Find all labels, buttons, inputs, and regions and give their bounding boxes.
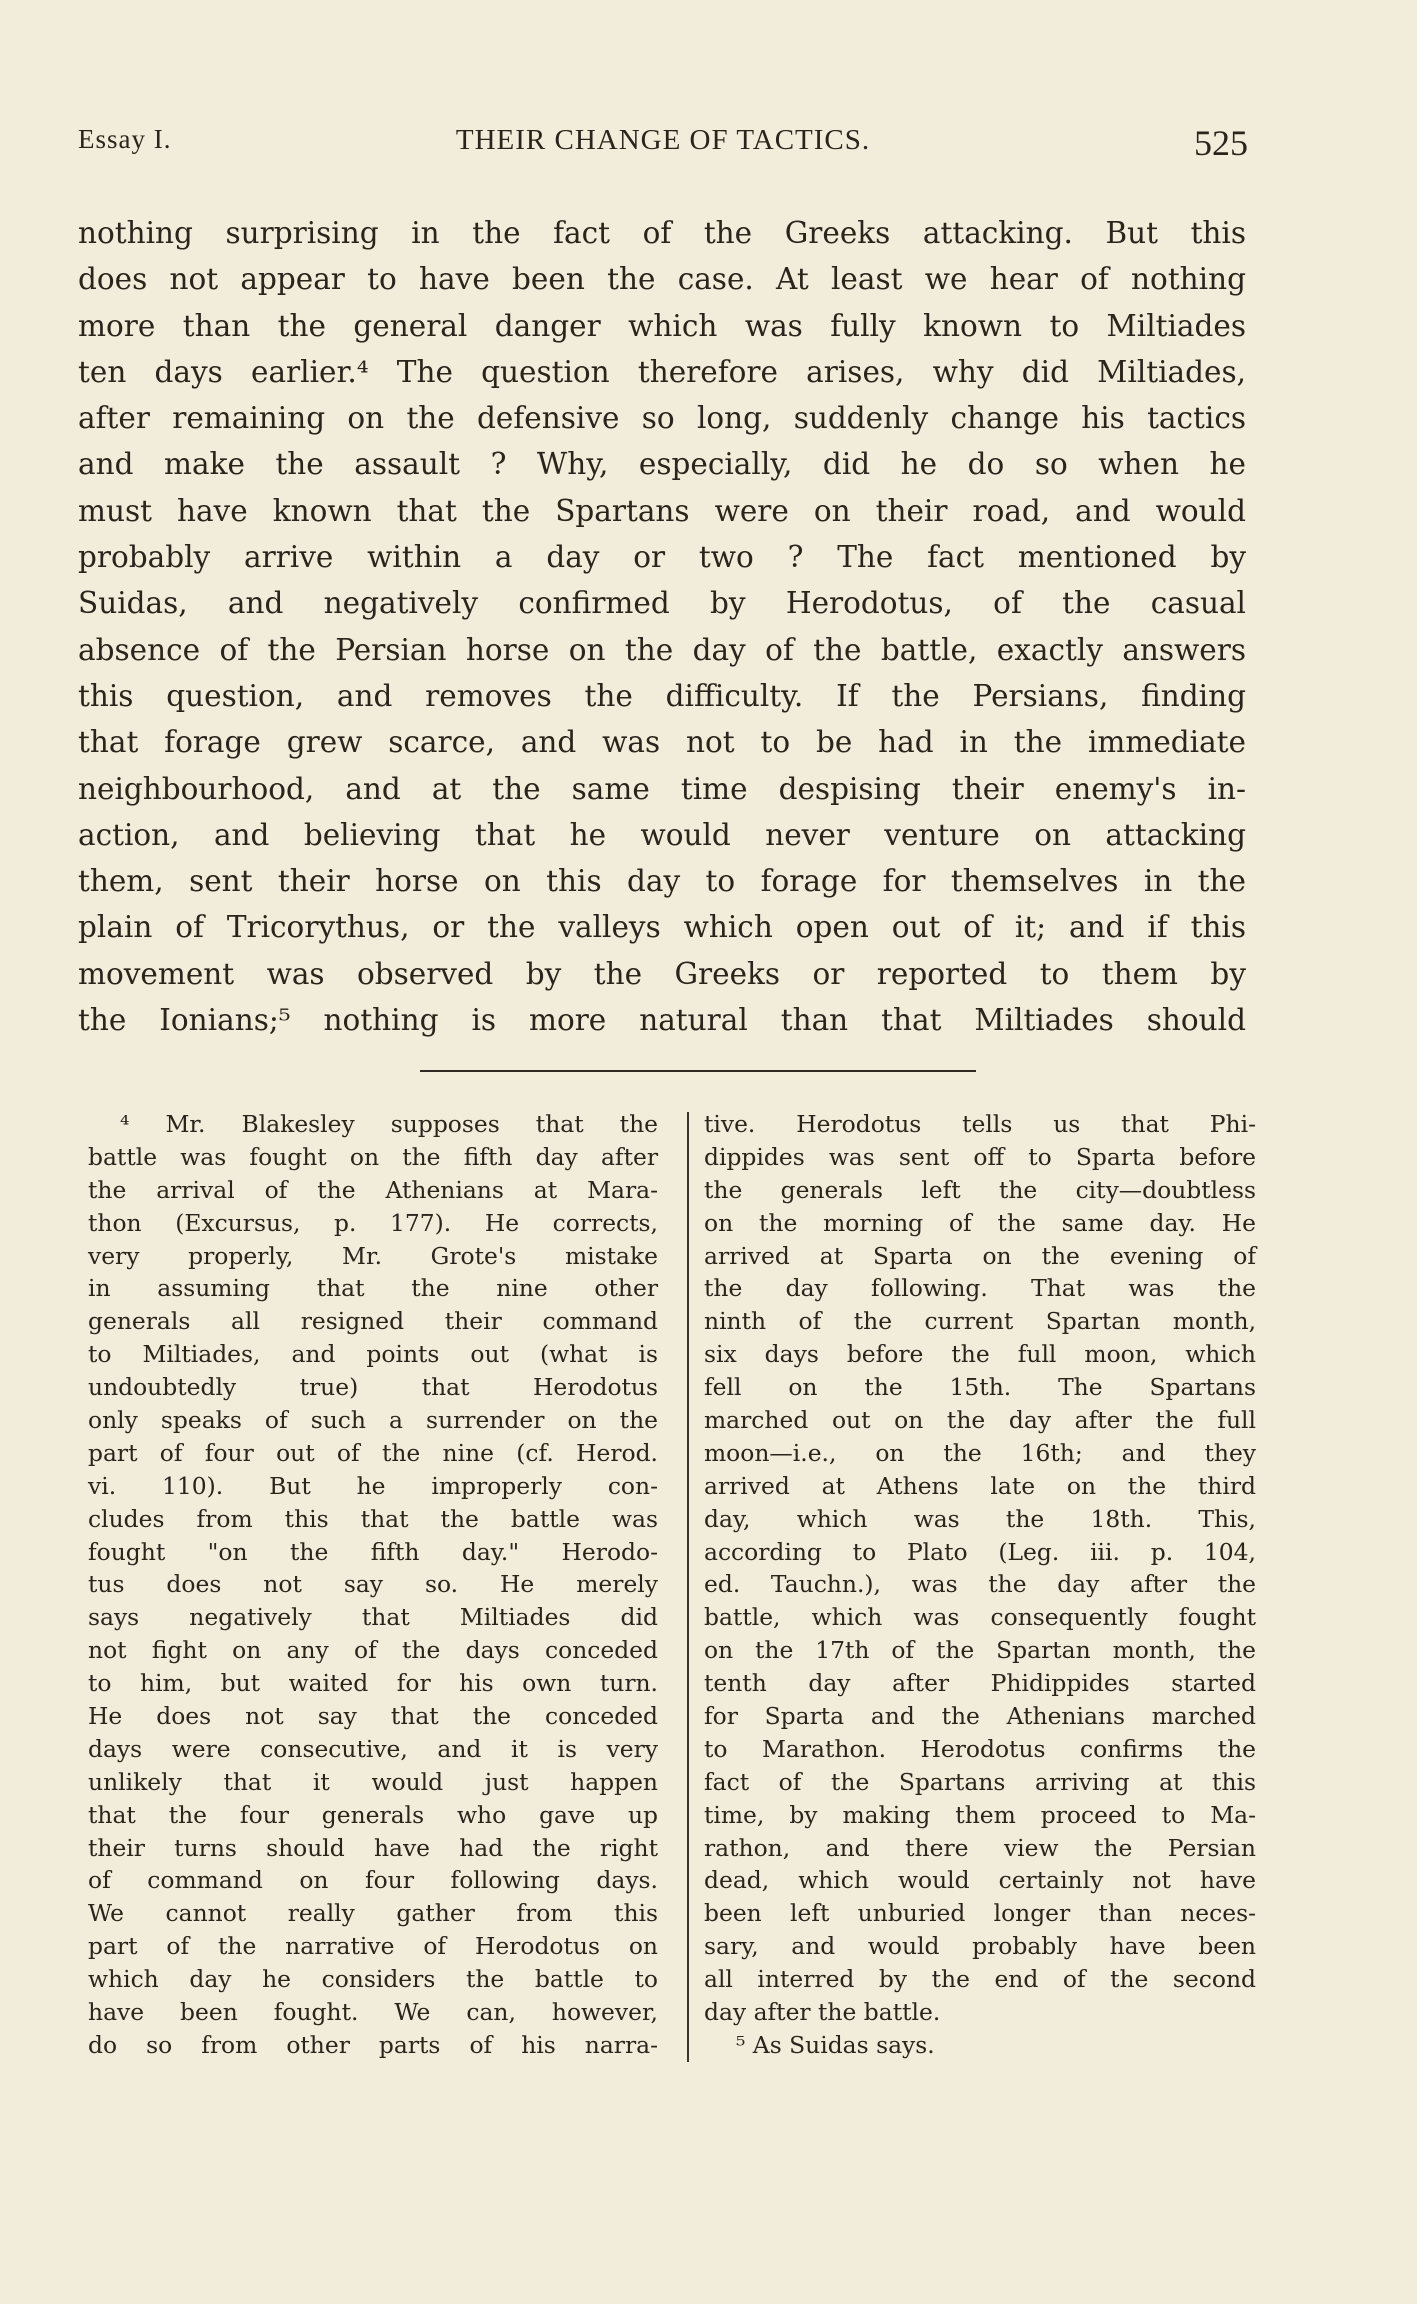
- footnote-line: have been fought. We can, however,: [88, 1998, 658, 2027]
- footnote-line: rathon, and there view the Persian: [704, 1833, 1256, 1862]
- footnote-line: part of the narrative of Herodotus on: [88, 1932, 658, 1961]
- text-line: ten days earlier.⁴ The question therefore arises, why did Miltiades,: [78, 354, 1246, 389]
- footnote-line: to Miltiades, and points out (what is: [88, 1340, 658, 1369]
- footnote-line: been left unburied longer than neces-: [704, 1899, 1256, 1928]
- footnote-line: on the morning of the same day. He: [704, 1208, 1256, 1237]
- footnote-line: moon—i.e., on the 16th; and they: [704, 1438, 1256, 1467]
- footnote-line: tus does not say so. He merely: [88, 1570, 658, 1599]
- text-line: them, sent their horse on this day to forage for themselves in the: [78, 864, 1246, 899]
- footnote-line: vi. 110). But he improperly con-: [88, 1471, 658, 1500]
- footnote-line: sary, and would probably have been: [704, 1932, 1256, 1961]
- text-line: absence of the Persian horse on the day of the battle, exactly answers: [78, 632, 1246, 667]
- footnote-line: battle was fought on the fifth day after: [88, 1142, 658, 1171]
- footnote-line: in assuming that the nine other: [88, 1274, 658, 1303]
- text-line: Suidas, and negatively confirmed by Herodotus, of the casual: [78, 586, 1246, 621]
- footnote-line: to Marathon. Herodotus confirms the: [704, 1734, 1256, 1763]
- footnote-line: marched out on the day after the full: [704, 1406, 1256, 1435]
- footnote-line: of command on four following days.: [88, 1866, 658, 1895]
- footnote-line: not fight on any of the days conceded: [88, 1636, 658, 1665]
- footnote-line: part of four out of the nine (cf. Herod.: [88, 1438, 658, 1467]
- footnote-line: six days before the full moon, which: [704, 1340, 1256, 1369]
- footnote-line: tenth day after Phidippides started: [704, 1669, 1256, 1698]
- text-line: neighbourhood, and at the same time despising their enemy's in-: [78, 771, 1246, 806]
- footnote-line: time, by making them proceed to Ma-: [704, 1800, 1256, 1829]
- footnote-line: He does not say that the conceded: [88, 1702, 658, 1731]
- footnote-line: day after the battle.: [704, 1998, 941, 2027]
- text-line: must have known that the Spartans were on their road, and would: [78, 493, 1246, 528]
- footnote-line: the arrival of the Athenians at Mara-: [88, 1175, 658, 1204]
- footnote-line: the generals left the city—doubtless: [704, 1175, 1256, 1204]
- text-line: the Ionians;⁵ nothing is more natural than that Miltiades should: [78, 1003, 1246, 1038]
- footnote-line: which day he considers the battle to: [88, 1965, 658, 1994]
- footnote-line: fell on the 15th. The Spartans: [704, 1373, 1256, 1402]
- footnote-line: days were consecutive, and it is very: [88, 1734, 658, 1763]
- running-header: [78, 124, 1248, 164]
- footnote-line: day, which was the 18th. This,: [704, 1504, 1256, 1533]
- footnote-line: ⁴ Mr. Blakesley supposes that the: [120, 1110, 658, 1138]
- footnote-line: arrived at Sparta on the evening of: [704, 1241, 1256, 1270]
- text-line: this question, and removes the difficulty. If the Persians, finding: [78, 678, 1246, 713]
- footnote-line: all interred by the end of the second: [704, 1965, 1256, 1994]
- footnote-line: tive. Herodotus tells us that Phi-: [704, 1110, 1256, 1138]
- text-line: more than the general danger which was fully known to Miltiades: [78, 308, 1246, 343]
- footnote-line: unlikely that it would just happen: [88, 1767, 658, 1796]
- footnote-line: that the four generals who gave up: [88, 1800, 658, 1829]
- footnote-line: generals all resigned their command: [88, 1307, 658, 1336]
- footnote-line: thon (Excursus, p. 177). He corrects,: [88, 1208, 658, 1237]
- column-divider: [687, 1112, 689, 2062]
- footnote-line: dippides was sent off to Sparta before: [704, 1142, 1256, 1171]
- running-title: THEIR CHANGE OF TACTICS.: [455, 124, 871, 156]
- footnote-rule: [420, 1070, 976, 1072]
- footnotes-right-column: [704, 1108, 1256, 2062]
- footnote-line: very properly, Mr. Grote's mistake: [88, 1241, 658, 1270]
- footnote-line: do so from other parts of his narra-: [88, 2030, 658, 2059]
- footnote-line: arrived at Athens late on the third: [704, 1471, 1256, 1500]
- footnote-line: to him, but waited for his own turn.: [88, 1669, 658, 1698]
- text-line: action, and believing that he would never venture on attacking: [78, 817, 1246, 852]
- footnote-line: fought "on the fifth day." Herodo-: [88, 1537, 658, 1566]
- footnote-line: battle, which was consequently fought: [704, 1603, 1256, 1632]
- essay-label: Essay I.: [78, 124, 172, 154]
- footnote-line: only speaks of such a surrender on the: [88, 1406, 658, 1435]
- text-line: movement was observed by the Greeks or reported to them by: [78, 956, 1246, 991]
- footnote-line: the day following. That was the: [704, 1274, 1256, 1303]
- footnote-line: We cannot really gather from this: [88, 1899, 658, 1928]
- footnote-line: their turns should have had the right: [88, 1833, 658, 1862]
- footnotes-left-column: [88, 1108, 658, 2062]
- footnote-line: says negatively that Miltiades did: [88, 1603, 658, 1632]
- main-text: [78, 210, 1246, 1043]
- text-line: after remaining on the defensive so long, suddenly change his tactics: [78, 401, 1246, 436]
- footnote-line: ⁵ As Suidas says.: [736, 2030, 935, 2059]
- text-line: plain of Tricorythus, or the valleys which open out of it; and if this: [78, 910, 1246, 945]
- footnote-line: ninth of the current Spartan month,: [704, 1307, 1256, 1336]
- footnote-line: cludes from this that the battle was: [88, 1504, 658, 1533]
- text-line: nothing surprising in the fact of the Greeks attacking. But this: [78, 216, 1246, 250]
- page-number: 525: [1194, 123, 1248, 163]
- footnote-line: according to Plato (Leg. iii. p. 104,: [704, 1537, 1256, 1566]
- footnote-line: for Sparta and the Athenians marched: [704, 1702, 1256, 1731]
- text-line: probably arrive within a day or two ? The fact mentioned by: [78, 540, 1246, 575]
- text-line: does not appear to have been the case. At least we hear of nothing: [78, 262, 1246, 297]
- footnote-line: undoubtedly true) that Herodotus: [88, 1373, 658, 1402]
- text-line: and make the assault ? Why, especially, did he do so when he: [78, 447, 1246, 482]
- footnote-line: fact of the Spartans arriving at this: [704, 1767, 1256, 1796]
- footnote-line: ed. Tauchn.), was the day after the: [704, 1570, 1256, 1599]
- footnote-line: dead, which would certainly not have: [704, 1866, 1256, 1895]
- text-line: that forage grew scarce, and was not to be had in the immediate: [78, 725, 1246, 760]
- footnote-line: on the 17th of the Spartan month, the: [704, 1636, 1256, 1665]
